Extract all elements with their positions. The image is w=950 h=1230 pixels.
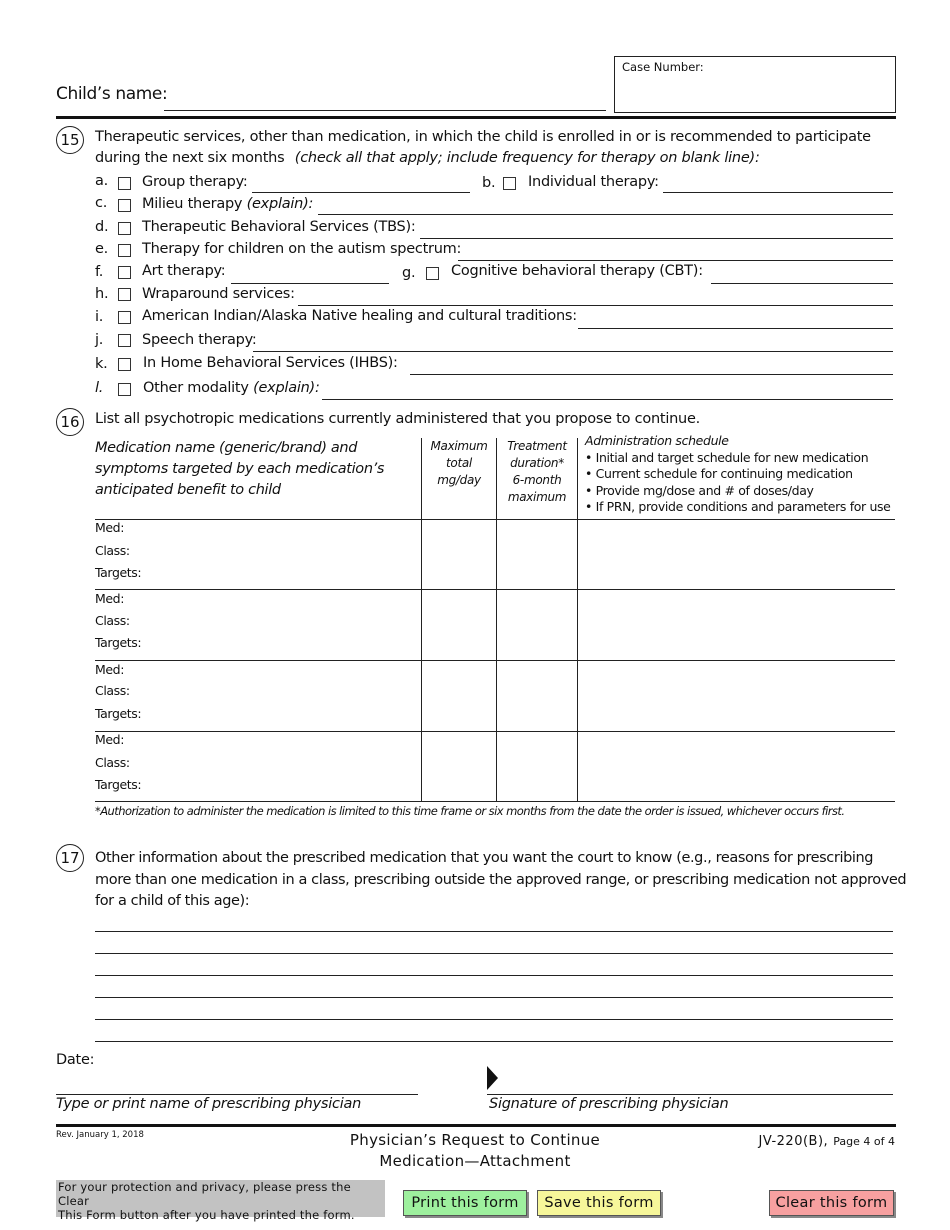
col2-h2: total [446,456,472,470]
med-row-1-class-label: Class: [95,543,130,558]
revision-date: Rev. January 1, 2018 [56,1130,144,1140]
privacy-line1: For your protection and privacy, please press the Clear [58,1180,351,1208]
med-row-4-targets-label: Targets: [95,777,142,792]
option-label-ihbs: In Home Behavioral Services (IHBS): [143,355,398,371]
option-letter-a: a. [95,173,108,189]
col3-h4: maximum [507,490,567,504]
form-title-line1: Physician’s Request to Continue [349,1131,601,1149]
med-row-2-targets-label: Targets: [95,635,142,650]
med-col3-header [497,438,577,506]
form-title [300,1130,650,1172]
native-healing-field[interactable] [578,328,893,329]
med-row-1-med-label: Med: [95,520,125,535]
med-col1-header-line2: symptoms targeted by each medication’s [95,461,385,477]
child-name-label: Child’s name: [56,84,168,104]
med-table-vline-2 [496,438,497,802]
checkbox-cbt[interactable] [426,267,439,280]
col4-bullet-1: • Initial and target schedule for new medication [585,449,869,465]
col3-h2: duration* [510,456,564,470]
med-col4-header [585,433,891,516]
checkbox-individual-therapy[interactable] [503,177,516,190]
physician-name-field[interactable] [56,1094,418,1095]
option-letter-g: g. [402,265,416,281]
form-title-line2: Medication—Attachment [379,1152,571,1170]
checkbox-autism-therapy[interactable] [118,244,131,257]
option-letter-b: b. [482,175,496,191]
item-17-answer-line[interactable] [95,997,893,998]
checkbox-group-therapy[interactable] [118,177,131,190]
item-17-line1: Other information about the prescribed medication that you want the court to know (e.g., reasons for prescribing [95,850,874,866]
group-therapy-field[interactable] [252,192,470,193]
checkbox-art-therapy[interactable] [118,266,131,279]
option-letter-l: l. [95,380,104,396]
option-label-wraparound: Wraparound services: [142,286,295,302]
checkbox-tbs[interactable] [118,222,131,235]
med-row-1-targets-label: Targets: [95,565,142,580]
option-label-native-healing: American Indian/Alaska Native healing and cultural traditions: [142,308,577,324]
med-table-footnote: *Authorization to administer the medication is limited to this time frame or six months from the date the order is issued, whichever occurs first. [95,804,845,818]
other-modality-field[interactable] [322,399,893,400]
col2-h1: Maximum [430,439,488,453]
option-letter-c: c. [95,195,108,211]
option-label-tbs: Therapeutic Behavioral Services (TBS): [142,219,416,235]
option-label-cbt: Cognitive behavioral therapy (CBT): [451,263,703,279]
med-col1-header-line1: Medication name (generic/brand) and [95,440,358,456]
med-row-3-class-label: Class: [95,683,130,698]
checkbox-native-healing[interactable] [118,311,131,324]
option-letter-f: f. [95,264,104,280]
item-17-text [95,848,906,913]
med-table-hline [95,801,895,802]
item-17-number: 17 [56,844,84,872]
form-id: JV-220(B), [758,1134,829,1149]
med-row-3-med-label: Med: [95,662,125,677]
col2-h3: mg/day [437,473,481,487]
header-divider [56,116,896,119]
tbs-field[interactable] [420,238,893,239]
option-label-other-modality [143,380,320,396]
col4-bullet-2: • Current schedule for continuing medication [585,466,853,481]
option-letter-h: h. [95,286,109,302]
item-15-intro: Therapeutic services, other than medication, in which the child is enrolled in or is recommended to participate [95,129,871,145]
save-form-button[interactable]: Save this form [537,1190,661,1216]
item-15-number: 15 [56,126,84,154]
med-table-hline [95,660,895,661]
physician-name-caption: Type or print name of prescribing physician [56,1096,362,1112]
option-letter-k: k. [95,356,108,372]
med-row-4-med-label: Med: [95,732,125,747]
item-15-intro-italic: (check all that apply; include frequency for therapy on blank line): [294,150,760,166]
milieu-therapy-field[interactable] [318,214,893,215]
option-label-group-therapy: Group therapy: [142,174,248,190]
item-17-answer-line[interactable] [95,975,893,976]
option-label-speech-therapy: Speech therapy: [142,332,257,348]
ihbs-field[interactable] [410,374,893,375]
case-number-label: Case Number: [622,60,704,74]
checkbox-wraparound[interactable] [118,288,131,301]
individual-therapy-field[interactable] [663,192,893,193]
privacy-notice [56,1180,385,1222]
col3-h1: Treatment [507,439,567,453]
item-17-answer-line[interactable] [95,1041,893,1042]
item-17-answer-line[interactable] [95,1019,893,1020]
option-letter-i: i. [95,309,104,325]
signature-arrow-icon [487,1066,498,1090]
item-17-answer-line[interactable] [95,953,893,954]
other-modality-text: Other modality [143,380,249,396]
speech-therapy-field[interactable] [253,351,893,352]
item-17-line3: for a child of this age): [95,893,250,909]
option-letter-j: j. [95,332,104,348]
item-15-intro-2 [95,150,760,166]
checkbox-ihbs[interactable] [118,358,131,371]
signature-caption: Signature of prescribing physician [489,1096,729,1112]
med-col1-header-line3: anticipated benefit to child [95,482,281,498]
cbt-field[interactable] [711,283,893,284]
signature-field[interactable] [487,1094,893,1095]
option-label-autism-therapy: Therapy for children on the autism spectrum: [142,241,462,257]
med-table-hline [95,589,895,590]
med-table-hline [95,731,895,732]
option-letter-e: e. [95,241,109,257]
med-table-hline [95,519,895,520]
print-form-button[interactable]: Print this form [403,1190,527,1216]
med-table-vline-1 [421,438,422,802]
option-label-art-therapy: Art therapy: [142,263,226,279]
other-modality-note: (explain): [253,380,320,396]
option-label-milieu-therapy [142,196,313,212]
page-number: Page 4 of 4 [833,1135,895,1148]
date-label: Date: [56,1052,95,1068]
form-id-page [700,1130,895,1149]
child-name-field[interactable] [164,110,606,111]
item-17-line2: more than one medication in a class, prescribing outside the approved range, or prescribing medication not approved [95,871,907,888]
option-label-individual-therapy: Individual therapy: [528,174,659,190]
med-row-4-class-label: Class: [95,755,130,770]
checkbox-speech-therapy[interactable] [118,334,131,347]
art-therapy-field[interactable] [231,283,389,284]
footer-divider [56,1124,896,1127]
checkbox-other-modality[interactable] [118,383,131,396]
item-16-intro: List all psychotropic medications currently administered that you propose to continue. [95,411,701,427]
item-16-number: 16 [56,408,84,436]
checkbox-milieu-therapy[interactable] [118,199,131,212]
milieu-explain-note: (explain): [246,196,314,212]
milieu-label-text: Milieu therapy [142,196,243,212]
item-15-intro-2-text: during the next six months [95,150,285,166]
med-row-3-targets-label: Targets: [95,706,142,721]
clear-form-button[interactable]: Clear this form [769,1190,894,1216]
med-col2-header [422,438,496,489]
wraparound-field[interactable] [298,305,893,306]
item-17-answer-line[interactable] [95,931,893,932]
col4-title: Administration schedule [585,433,729,448]
med-row-2-class-label: Class: [95,613,130,628]
med-row-2-med-label: Med: [95,591,125,606]
autism-therapy-field[interactable] [458,260,893,261]
case-number-box[interactable] [614,56,896,113]
med-col1-header [95,438,384,501]
col4-bullet-4: • If PRN, provide conditions and parameters for use [585,499,891,514]
med-table-vline-3 [577,438,578,802]
privacy-line2: This Form button after you have printed the form. [58,1208,355,1222]
option-letter-d: d. [95,219,109,235]
col4-bullet-3: • Provide mg/dose and # of doses/day [585,482,814,498]
col3-h3: 6-month [512,473,562,487]
